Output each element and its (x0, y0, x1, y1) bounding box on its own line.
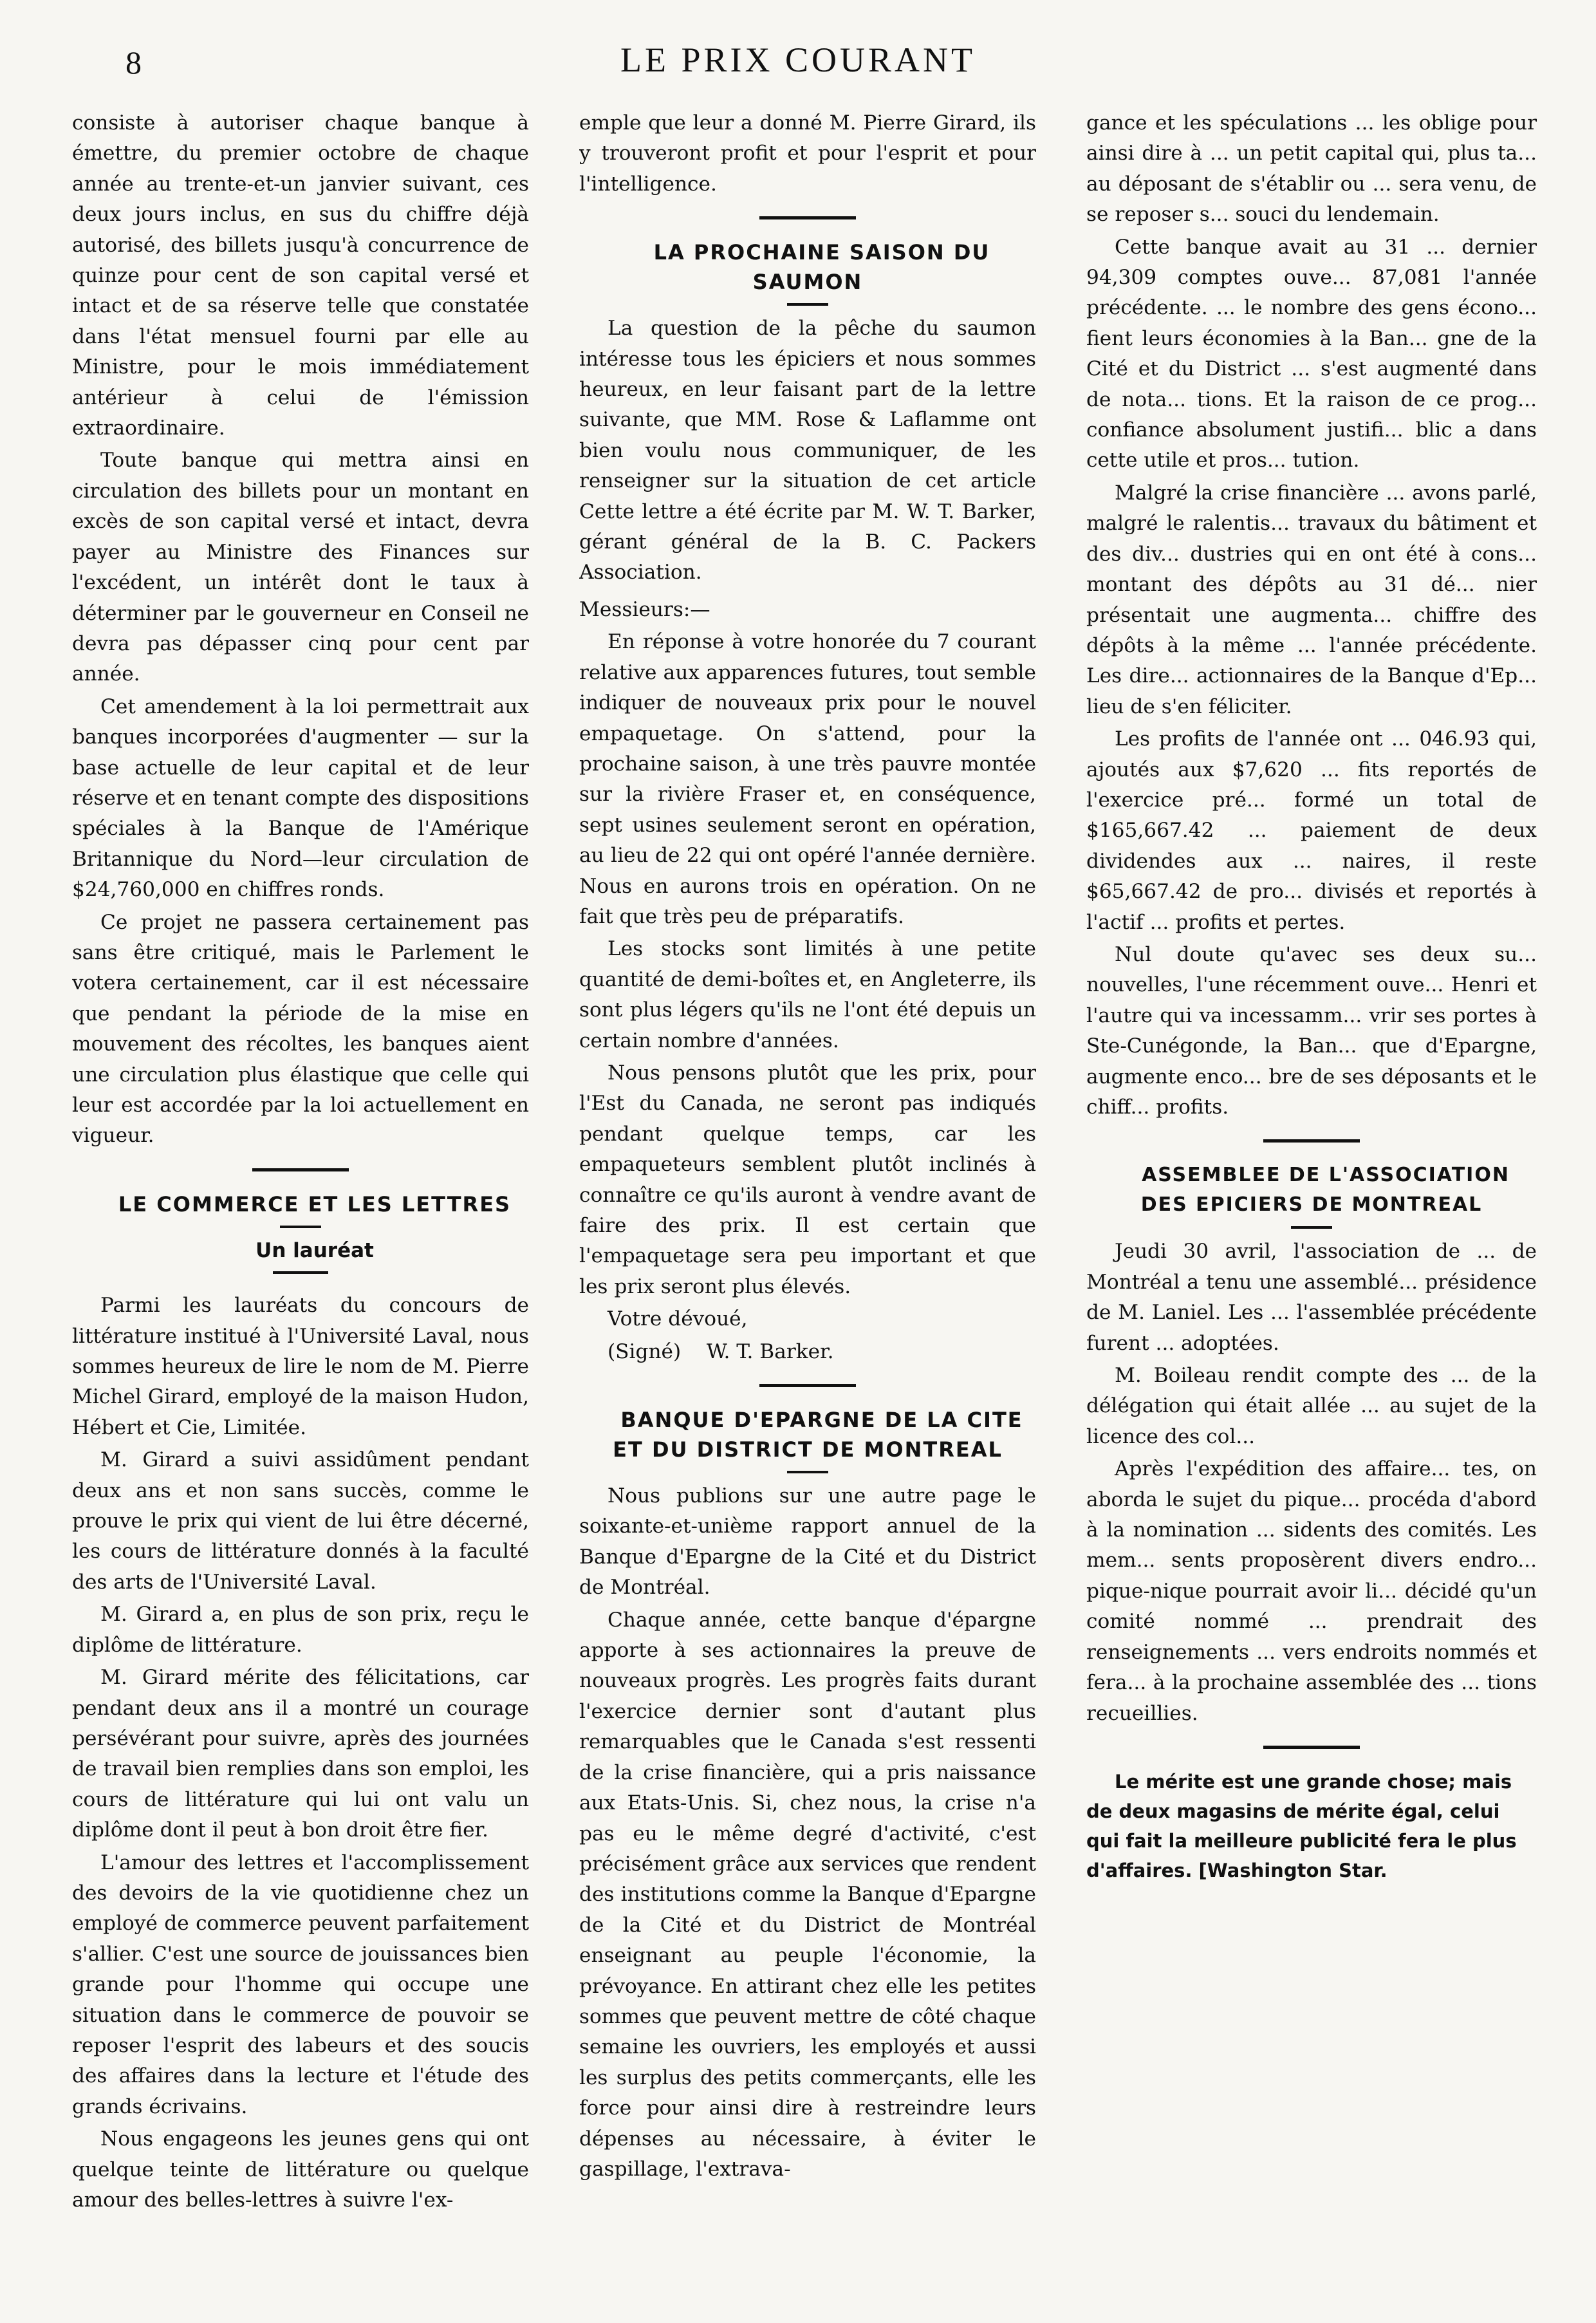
paragraph: Les stocks sont limités à une petite quantité de demi-boîtes et, en Angleterre, ils sont plus légers qu'ils ne l'ont été depuis un certain nombre d'années. (579, 937, 1036, 1052)
section-divider (1263, 1139, 1360, 1143)
paragraph: gance et les spéculations ... les oblige pour ainsi dire à ... un petit capital qui, plus ta... au déposant de s'établir ou ... sera venu, de se reposer s... souci du lendemain. (1086, 111, 1537, 227)
paragraph: Nous engageons les jeunes gens qui ont quelque teinte de littérature ou quelque amour des belles-lettres à suivre l'ex- (72, 2127, 529, 2212)
heading-divider (280, 1226, 321, 1228)
letter-signature: (Signé) W. T. Barker. (608, 1339, 834, 1363)
section-heading: BANQUE D'EPARGNE DE LA CITE ET DU DISTRICT DE MONTREAL (613, 1408, 1023, 1462)
paragraph: Chaque année, cette banque d'épargne apporte à ses actionnaires la preuve de nouveaux progrès. Les progrès faits durant l'exercice dernier sont d'autant plus remarquables que le Canada s'est ressenti de la crise financière, qui a pris naissance aux Etats-Unis. Si, chez nous, la crise n'a pas eu le même degré d'activité, c'est précisément grâce aux services que rendent des institutions comme la Banque d'Epargne de la Cité et du District de Montréal enseignant au peuple l'économie, la prévoyance. En attirant chez elle les petites sommes que peuvent mettre de côté chaque semaine les ouvriers, les employés et aussi les surplus des petits commerçants, elle les force pour ainsi dire à restreindre leurs dépenses au nécessaire, à éviter le gaspillage, l'extrava- (579, 1608, 1036, 2181)
paragraph: Ce projet ne passera certainement pas sans être critiqué, mais le Parlement le votera certainement, car il est nécessaire que pendant la période de la mise en mouvement des récoltes, les banques aient une circulation plus élastique que celle qui leur est accordée par la loi actuellement en vigueur. (72, 910, 529, 1148)
closing-quote: Le mérite est une grande chose; mais de deux magasins de mérite égal, celui qui fait la meilleure publicité fera le plus d'affaires. [Washington Star. (1086, 1770, 1517, 1881)
paragraph: M. Girard a, en plus de son prix, reçu le diplôme de littérature. (72, 1603, 529, 1657)
paragraph: Parmi les lauréats du concours de littérature institué à l'Université Laval, nous sommes heureux de lire le nom de M. Pierre Michel Girard, employé de la maison Hudon, Hébert et Cie, Limitée. (72, 1294, 529, 1439)
letter-salutation: Messieurs:— (579, 597, 710, 621)
section-divider (252, 1168, 349, 1171)
paragraph: M. Girard mérite des félicitations, car pendant deux ans il a montré un courage persévérant pour suivre, après des journées de travail bien remplies dans son emploi, les cours de littérature qui lui ont valu un diplôme dont il peut à bon droit être fier. (72, 1666, 529, 1842)
column-3 (1086, 108, 1537, 2297)
heading-divider (273, 1271, 328, 1274)
column-2 (579, 108, 1036, 2297)
paragraph: L'amour des lettres et l'accomplissement des devoirs de la vie quotidienne chez un employé de commerce peuvent parfaitement s'allier. C'est une source de jouissances bien grande pour l'homme qui occupe une situation dans le commerce de pouvoir se reposer l'esprit des labeurs et des soucis des affaires dans la lecture et l'étude des grands écrivains. (72, 1851, 529, 2118)
paragraph: Après l'expédition des affaire... tes, on aborda le sujet du pique... procéda d'abord à la nomination ... sidents des comités. Les mem... sents proposèrent divers endro... pique-nique pourrait avoir li... décidé qu'un comité nommé ... prendrait des renseignements ... vers endroits nommés et fera... à la prochaine assemblée des ... tions recueillies. (1086, 1457, 1537, 1725)
paragraph: Toute banque qui mettra ainsi en circulation des billets pour un montant en excès de son capital versé et intact, devra payer au Ministre des Finances sur l'excédent, un intérêt dont le taux à déterminer par le gouverneur en Conseil ne devra pas dépasser cinq pour cent par année. (72, 449, 529, 686)
paragraph: Jeudi 30 avril, l'association de ... de Montréal a tenu une assemblé... présidence de M. Laniel. Les ... l'assemblée précédente furent ... adoptées. (1086, 1240, 1537, 1355)
section-divider (759, 216, 856, 219)
paragraph: Les profits de l'année ont ... 046.93 qui, ajoutés aux $7,620 ... fits reportés de l'exercice pré... formé un total de $165,667.42 ... paiement de deux dividendes aux ... naires, il reste $65,667.42 de pro... divisés et reportés à l'actif ... profits et pertes. (1086, 727, 1537, 934)
paragraph: Nous publions sur une autre page le soixante-et-unième rapport annuel de la Banque d'Epargne de la Cité et du District de Montréal. (579, 1484, 1036, 1600)
paragraph: Nous pensons plutôt que les prix, pour l'Est du Canada, ne seront pas indiqués pendant quelque temps, car les empaqueteurs semblent plutôt inclinés à connaître ce qu'ils auront à vendre avant de faire des prix. Il est certain que l'empaquetage sera peu important et que les prix seront plus élevés. (579, 1061, 1036, 1298)
section-subheading: Un lauréat (255, 1238, 374, 1262)
section-heading: LA PROCHAINE SAISON DU SAUMON (653, 240, 990, 295)
paragraph: M. Girard a suivi assidûment pendant deux ans et non sans succès, comme le prouve le prix qui vient de lui être décerné, les cours de littérature donnés à la faculté des arts de l'Université Laval. (72, 1448, 529, 1594)
paragraph: Malgré la crise financière ... avons parlé, malgré le ralentis... travaux du bâtiment et des div... dustries qui en ont été à cons... montant des dépôts au 31 dé... nier présentait une augmenta... chiffre des dépôts à la même ... l'année précédente. Les dire... actionnaires de la Banque d'Ep... lieu de s'en féliciter. (1086, 481, 1537, 718)
paragraph: consiste à autoriser chaque banque à émettre, du premier octobre de chaque année au trente-et-un janvier suivant, ces deux jours inclus, en sus du chiffre déjà autorisé, des billets jusqu'à concurrence de quinze pour cent de son capital versé et intact et de sa réserve telle que constatée dans l'état mensuel fourni par elle au Ministre, pour le mois immédiatement antérieur à celui de l'émission extraordinaire. (72, 111, 529, 440)
paragraph: En réponse à votre honorée du 7 courant relative aux apparences futures, tout semble indiquer de nouveaux prix pour le nouvel empaquetage. On s'attend, pour la prochaine saison, à une très pauvre montée sur la rivière Fraser et, en conséquence, sept usines seulement seront en opération, au lieu de 22 qui ont opéré l'année dernière. Nous en aurons trois en opération. On ne fait que très peu de préparatifs. (579, 630, 1036, 928)
heading-divider (787, 1471, 828, 1473)
section-divider (759, 1384, 856, 1387)
column-1 (72, 108, 529, 2297)
paragraph: La question de la pêche du saumon intéresse tous les épiciers et nous sommes heureux, en leur faisant part de la lettre suivante, que MM. Rose & Laflamme ont bien voulu nous communiquer, de les renseigner sur la situation de cet article Cette lettre a été écrite par M. W. T. Barker, gérant général de la B. C. Packers Association. (579, 317, 1036, 584)
section-heading: ASSEMBLEE DE L'ASSOCIATION DES EPICIERS DE MONTREAL (1140, 1164, 1510, 1217)
paragraph: M. Boileau rendit compte des ... de la délégation qui était allée ... au sujet de la licence des col... (1086, 1364, 1537, 1448)
heading-divider (787, 303, 828, 306)
heading-divider (1291, 1226, 1332, 1229)
section-divider (1263, 1746, 1360, 1749)
paragraph: emple que leur a donné M. Pierre Girard, ils y trouveront profit et pour l'esprit et pour l'intelligence. (579, 111, 1036, 196)
section-heading: LE COMMERCE ET LES LETTRES (118, 1191, 512, 1217)
paragraph: Nul doute qu'avec ses deux su... nouvelles, l'une récemment ouve... Henri et l'autre qui va incessamm... vrir ses portes à Ste-Cunégonde, la Ban... que d'Epargne, augmente enco... bre de ses déposants et le chiff... profits. (1086, 942, 1537, 1119)
page-header (0, 31, 1596, 89)
masthead-title: LE PRIX COURANT (620, 41, 976, 79)
paragraph: Cette banque avait au 31 ... dernier 94,309 comptes ouve... 87,081 l'année précédente. ... le nombre des gens écono... fient leurs économies à la Ban... gne de la Cité et du District ... s'est augmenté dans de nota... tions. Et la raison de ce prog... confiance absolument justifi... blic a dans cette utile et pros... tution. (1086, 235, 1537, 472)
paragraph: Cet amendement à la loi permettrait aux banques incorporées d'augmenter — sur la base actuelle de leur capital et de leur réserve et en tenant compte des dispositions spéciales à la Banque de l'Amérique Britannique du Nord—leur circulation de $24,760,000 en chiffres ronds. (72, 695, 529, 902)
letter-closing: Votre dévoué, (608, 1307, 748, 1331)
page-number: 8 (125, 44, 142, 80)
